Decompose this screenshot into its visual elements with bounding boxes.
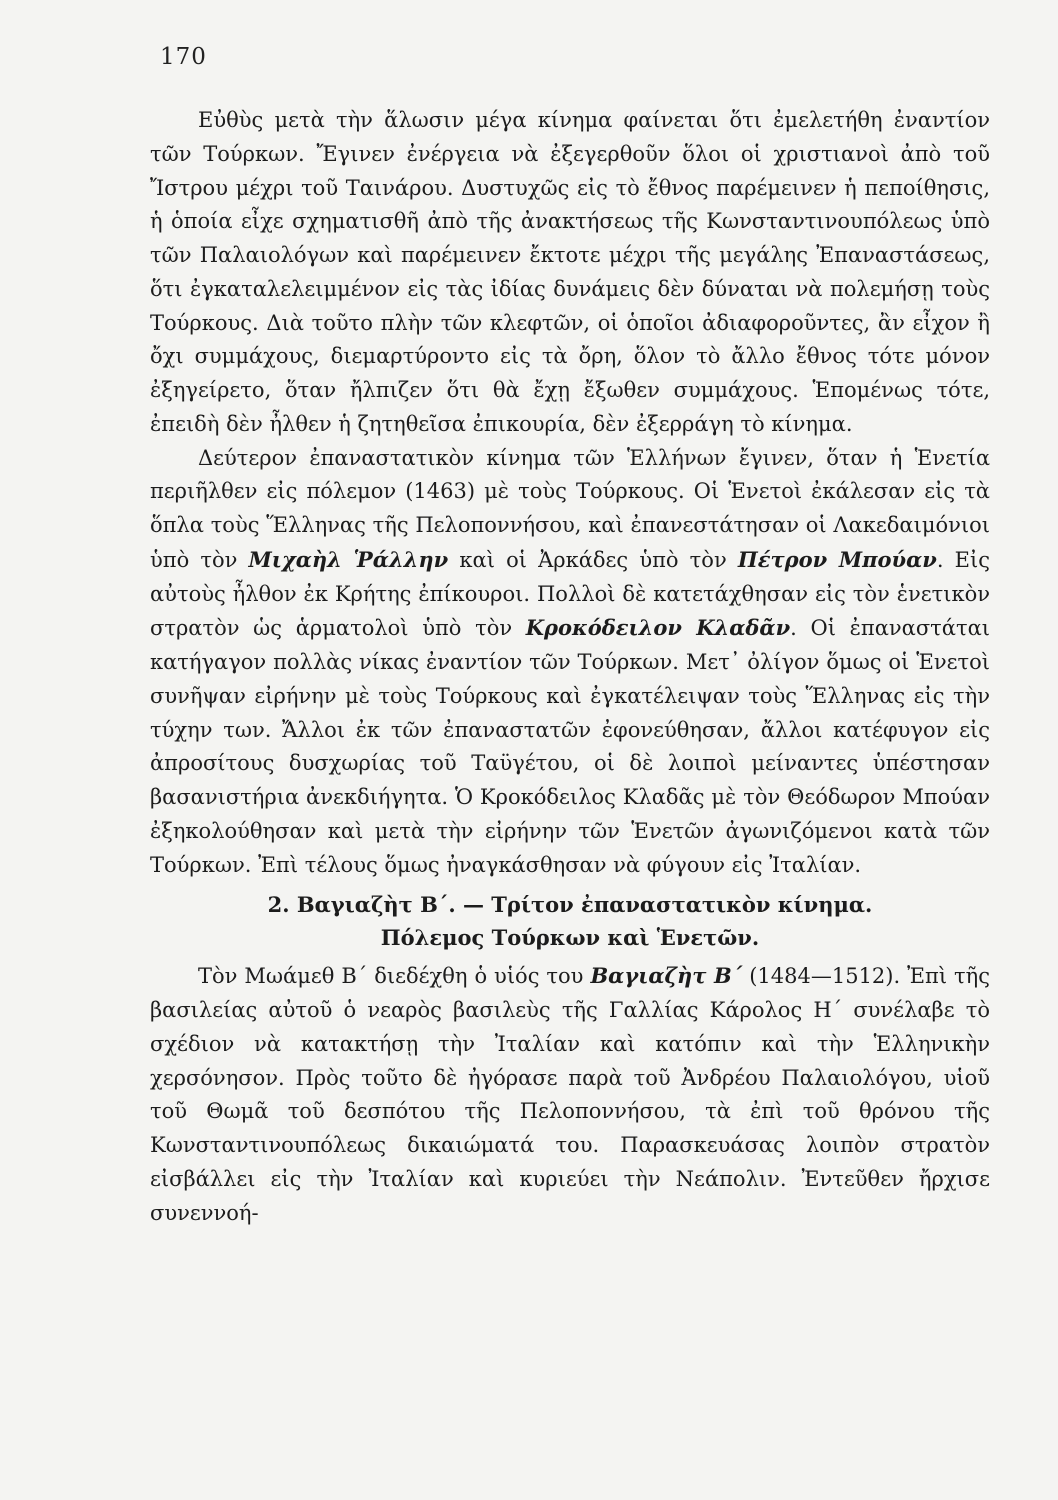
- paragraph-3: [150, 959, 990, 1230]
- name-petros-bouas: Πέτρον Μπούαν: [737, 546, 937, 572]
- section-heading: [150, 888, 990, 954]
- name-bayezid-ii: Βαγιαζὴτ Β΄: [590, 963, 743, 989]
- paragraph-2-text-b: καὶ οἱ Ἀρκάδες ὑπὸ τὸν: [448, 547, 738, 572]
- paragraph-3-text-b: (1484—1512). Ἐπὶ τῆς βασιλείας αὐτοῦ ὁ νεαρὸς βασιλεὺς τῆς Γαλλίας Κάρολος Η΄ συνέλαβε τὸ σχέδιον νὰ κατακτήσῃ τὴν Ἰταλίαν καὶ κατόπιν καὶ τὴν Ἑλληνικὴν χερσόνησον. Πρὸς τοῦτο δὲ ἠγόρασε παρὰ τοῦ Ἀνδρέου Παλαιολόγου, υἱοῦ τοῦ Θωμᾶ τοῦ δεσπότου τῆς Πελοποννήσου, τὰ ἐπὶ τοῦ θρόνου τῆς Κωνσταντινουπόλεως δικαιώματά του. Παρασκευάσας λοιπὸν στρατὸν εἰσβάλλει εἰς τὴν Ἰταλίαν καὶ κυριεύει τὴν Νεάπολιν. Ἐντεῦθεν ἤρχισε συνεννοή-: [150, 964, 991, 1225]
- paragraph-2-text-a: Δεύτερον ἐπαναστατικὸν κίνημα τῶν Ἑλλήνων ἔγινεν, ὅταν ἡ Ἑνετία περιῆλθεν εἰς πόλεμον (1463) μὲ τοὺς Τούρκους. Οἱ Ἑνετοὶ ἐκάλεσαν εἰς τὰ ὅπλα τοὺς Ἕλληνας τῆς Πελοποννήσου, καὶ ἐπανεστάτησαν οἱ Λακεδαιμόνιοι ὑπὸ τὸν: [150, 445, 990, 572]
- text-block: [150, 104, 990, 1230]
- paragraph-2-text-d: . Οἱ ἐπαναστάται κατήγαγον πολλὰς νίκας ἐναντίον τῶν Τούρκων. Μετ᾽ ὀλίγον ὅμως οἱ Ἑνετοὶ συνῆψαν εἰρήνην μὲ τοὺς Τούρκους καὶ ἐγκατέλειψαν τοὺς Ἕλληνας εἰς τὴν τύχην των. Ἄλλοι ἐκ τῶν ἐπαναστατῶν ἐφονεύθησαν, ἄλλοι κατέφυγον εἰς ἀπροσίτους δυσχωρίας τοῦ Ταϋγέτου, οἱ δὲ λοιποὶ μείναντες ὑπέστησαν βασανιστήρια ἀνεκδιήγητα. Ὁ Κροκόδειλος Κλαδᾶς μὲ τὸν Θεόδωρον Μπούαν ἐξηκολούθησαν καὶ μετὰ τὴν εἰρήνην τῶν Ἑνετῶν ἀγωνιζόμενοι κατὰ τῶν Τούρκων. Ἐπὶ τέλους ὅμως ἠναγκάσθησαν νὰ φύγουν εἰς Ἰταλίαν.: [150, 616, 990, 877]
- section-heading-line-1: 2. Βαγιαζὴτ Β΄. — Τρίτον ἐπαναστατικὸν κίνημα.: [267, 892, 873, 918]
- page-number: 170: [160, 44, 207, 70]
- section-heading-line-2: Πόλεμος Τούρκων καὶ Ἑνετῶν.: [380, 925, 760, 951]
- name-michael-rallis: Μιχαὴλ Ῥάλλην: [248, 546, 449, 572]
- paragraph-2-text-c: . Εἰς αὐτοὺς ἦλθον ἐκ Κρήτης ἐπίκουροι. Πολλοὶ δὲ κατετάχθησαν εἰς τὸν ἑνετικὸν στρατὸν ὡς ἁρματολοὶ ὑπὸ τὸν: [150, 547, 990, 641]
- paragraph-2: [150, 442, 990, 883]
- paragraph-3-text-a: Τὸν Μωάμεθ Β΄ διεδέχθη ὁ υἱός του: [198, 964, 591, 989]
- paragraph-1: Εὐθὺς μετὰ τὴν ἅλωσιν μέγα κίνημα φαίνεται ὅτι ἐμελετήθη ἐναντίον τῶν Τούρκων. Ἔγινεν ἐνέργεια νὰ ἐξεγερθοῦν ὅλοι οἱ χριστιανοὶ ἀπὸ τοῦ Ἴστρου μέχρι τοῦ Ταινάρου. Δυστυχῶς εἰς τὸ ἔθνος παρέμεινεν ἡ πεποίθησις, ἡ ὁποία εἶχε σχηματισθῆ ἀπὸ τῆς ἀνακτήσεως τῆς Κωνσταντινουπόλεως ὑπὸ τῶν Παλαιολόγων καὶ παρέμεινεν ἔκτοτε μέχρι τῆς μεγάλης Ἐπαναστάσεως, ὅτι ἐγκαταλελειμμένον εἰς τὰς ἰδίας δυνάμεις δὲν δύναται νὰ πολεμήσῃ τοὺς Τούρκους. Διὰ τοῦτο πλὴν τῶν κλεφτῶν, οἱ ὁποῖοι ἀδιαφοροῦντες, ἂν εἶχον ἢ ὄχι συμμάχους, διεμαρτύροντο εἰς τὰ ὄρη, ὅλον τὸ ἄλλο ἔθνος τότε μόνον ἐξηγείρετο, ὅταν ἤλπιζεν ὅτι θὰ ἔχῃ ἔξωθεν συμμάχους. Ἑπομένως τότε, ἐπειδὴ δὲν ἦλθεν ἡ ζητηθεῖσα ἐπικουρία, δὲν ἐξερράγη τὸ κίνημα.: [150, 108, 990, 436]
- name-krokodeilos-kladas: Κροκόδειλον Κλαδᾶν: [525, 615, 791, 641]
